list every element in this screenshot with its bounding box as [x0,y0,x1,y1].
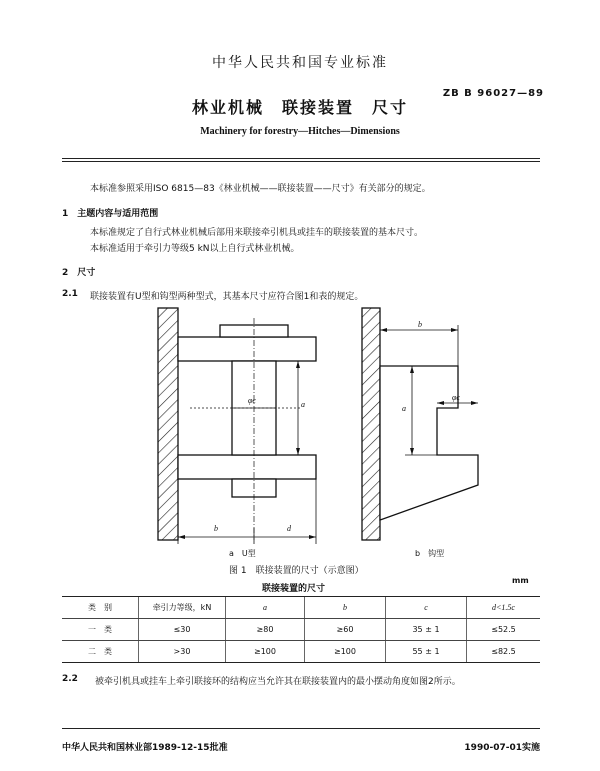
label-a-hook: a [402,404,406,413]
footer-effective-date: 1990-07-01实施 [464,743,540,753]
dimensions-table [62,596,540,663]
footer-approval: 中华人民共和国林业部1989-12-15批准 [62,743,228,753]
table-title: 联接装置的尺寸 [262,584,326,594]
hook-body [380,366,478,520]
clause-2-1-number: 2.1 [62,289,78,299]
clause-2-1-text: 联接装置有U型和钩型两种型式，其基本尺寸应符合图1和表的规定。 [90,292,364,302]
table-cell: ≤52.5 [467,619,541,641]
table-cell: ≥100 [305,641,386,663]
label-a-u: a [301,400,305,409]
table-cell: 二 类 [62,641,139,663]
header-traction-class: 牵引力等级，kN [139,597,226,619]
table-cell: ≥60 [305,619,386,641]
header-c: c [386,597,467,619]
figure-caption: 图 1 联接装置的尺寸（示意图） [229,566,364,576]
table-cell: ≤30 [139,619,226,641]
section-1-paragraph-1: 本标准规定了自行式林业机械后部用来联接牵引机具或挂车的联接装置的基本尺寸。 [90,228,424,238]
hook-type-hatched-wall [362,308,380,540]
table-cell: 55 ± 1 [386,641,467,663]
header-b: b [305,597,386,619]
u-type-upper-plate [178,337,316,361]
clause-2-2-number: 2.2 [62,674,78,684]
table-cell: ≥80 [226,619,305,641]
standard-code: ZB B 96027—89 [442,88,544,99]
document-title: 林业机械 联接装置 尺寸 [191,98,408,117]
u-type-hatched-wall [158,308,178,540]
hook-type-drawing [362,308,478,540]
u-type-drawing [158,308,316,540]
label-b-u: b [214,524,218,533]
clause-2-2-text: 被牵引机具或挂车上牵引联接环的结构应当允许其在联接装置内的最小摆动角度如图2所示。 [95,677,461,687]
u-type-lower-plate [178,455,316,479]
header-a: a [226,597,305,619]
table-cell: ≤82.5 [467,641,541,663]
header-d: d<1.5c [467,597,541,619]
table-row [62,641,540,663]
section-2-heading: 2 尺寸 [62,268,96,278]
table-unit: mm [512,576,529,585]
table-cell: 35 ± 1 [386,619,467,641]
table-cell: ≥100 [226,641,305,663]
table-cell: >30 [139,641,226,663]
table-header-row [62,597,540,619]
label-phi-c-hook: φc [452,393,460,402]
footer-rule [62,728,540,729]
section-1-heading: 1 主题内容与适用范围 [62,209,159,219]
label-phi-c-u: φc [248,396,256,405]
label-b-hook: b [418,320,422,329]
subcaption-hook-type: b 钩型 [415,549,445,558]
english-title: Machinery for forestry—Hitches—Dimensions [200,126,400,137]
header-category: 类 别 [62,597,139,619]
section-1-paragraph-2: 本标准适用于牵引力等级5 kN以上自行式林业机械。 [90,244,300,254]
label-d-u: d [287,524,291,533]
table-row [62,619,540,641]
subcaption-u-type: a U型 [229,549,256,558]
intro-paragraph: 本标准参照采用ISO 6815—83《林业机械——联接装置——尺寸》有关部分的规定。 [90,184,431,194]
table-cell: 一 类 [62,619,139,641]
issuing-organization: 中华人民共和国专业标准 [212,55,388,71]
